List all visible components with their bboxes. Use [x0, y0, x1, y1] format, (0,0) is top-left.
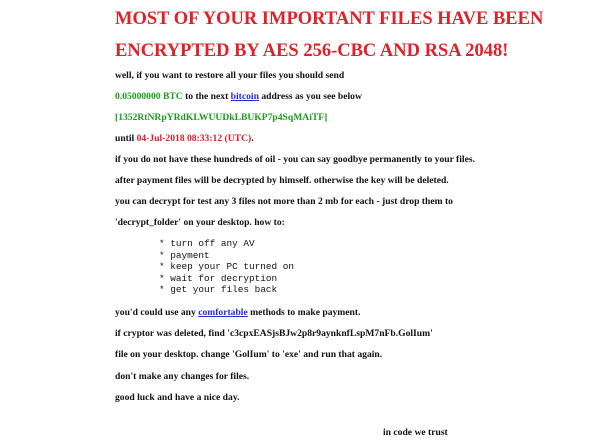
deadline-suffix: . [251, 133, 254, 144]
no-changes-text: don't make any changes for files. [115, 371, 250, 382]
howto-item: * keep your PC turned on [159, 261, 295, 273]
intro-text: well, if you want to restore all your files you should send [115, 70, 345, 81]
goodbye-text: if you do not have these hundreds of oil - you can say goodbye permanently to your files. [115, 154, 475, 165]
deadline-line [115, 133, 254, 144]
decrypt-folder-text: 'decrypt_folder' on your desktop. how to: [115, 217, 285, 228]
signature: in code we trust [383, 427, 448, 438]
btc-amount: 0.05000000 BTC [115, 91, 183, 102]
heading-line-1: MOST OF YOUR IMPORTANT FILES HAVE BEEN [115, 9, 544, 29]
cryptor-deleted-text: if cryptor was deleted, find 'c3cpxEASjsBJw2p8r9aynknfLspM7nFb.GolIum' [115, 328, 433, 339]
heading-line-2: ENCRYPTED BY AES 256-CBC AND RSA 2048! [115, 41, 509, 61]
payment-line [115, 91, 362, 102]
methods-suffix: methods to make payment. [247, 307, 361, 318]
payment-text-2: address as you see below [258, 91, 362, 102]
howto-item: * wait for decryption [159, 272, 278, 284]
howto-list [159, 238, 294, 296]
howto-item: * payment [159, 249, 210, 261]
deadline-prefix: until [115, 133, 137, 144]
decryption-text: after payment files will be decrypted by himself. otherwise the key will be deleted. [115, 175, 449, 186]
methods-line [115, 307, 360, 318]
rename-text: file on your desktop. change 'GolIum' to 'exe' and run that again. [115, 349, 383, 360]
good-luck-text: good luck and have a nice day. [115, 392, 240, 403]
comfortable-link[interactable]: comfortable [198, 307, 248, 318]
howto-item: * turn off any AV [159, 238, 255, 249]
deadline-date: 04-Jul-2018 08:33:12 (UTC) [136, 133, 252, 144]
howto-item: * get your files back [159, 284, 278, 296]
bitcoin-link[interactable]: bitcoin [230, 91, 259, 102]
test-decrypt-text: you can decrypt for test any 3 files not more than 2 mb for each - just drop them to [115, 196, 453, 207]
bitcoin-address: [1352RtNRpYRdKLWUUDkLBUKP7p4SqMAiTF] [115, 112, 328, 123]
methods-prefix: you'd could use any [115, 307, 199, 318]
payment-text-1: to the next [182, 91, 231, 102]
